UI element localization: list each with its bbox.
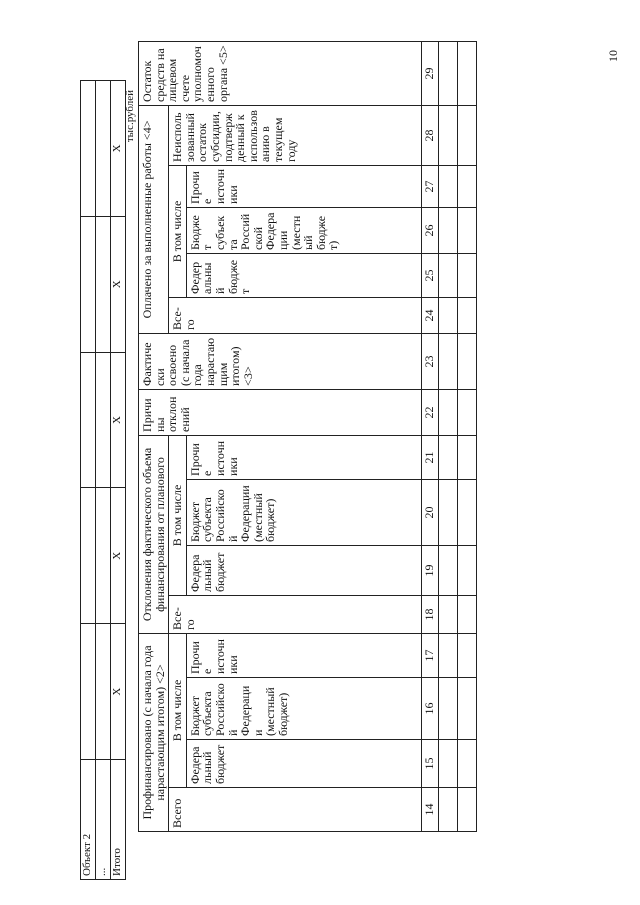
column-number: 18 bbox=[421, 595, 438, 633]
other-header: Прочие источники bbox=[186, 633, 421, 677]
header-row-1 bbox=[139, 41, 169, 831]
actually-mastered-header: Фактически освоено (с начала года нарастающим итогом) <3> bbox=[139, 333, 422, 389]
including-header: В том числе bbox=[169, 165, 187, 297]
column-number: 29 bbox=[421, 41, 438, 105]
empty-row bbox=[457, 41, 476, 831]
column-number: 28 bbox=[421, 105, 438, 165]
balance-header: Остаток средств на лицевом счете уполномоченного органа <5> bbox=[139, 41, 422, 105]
object-row bbox=[96, 81, 111, 880]
column-number: 22 bbox=[421, 389, 438, 435]
column-number: 23 bbox=[421, 333, 438, 389]
column-number: 16 bbox=[421, 678, 438, 740]
paid-header: Оплачено за выполненные работы <4> bbox=[139, 105, 169, 333]
page-number: 10 bbox=[606, 50, 620, 62]
federal-header: Федеральный бюджет bbox=[186, 740, 421, 788]
header-row-2 bbox=[169, 41, 187, 831]
column-number: 14 bbox=[421, 788, 438, 832]
regional-header: Бюджет субъекта Российской Федерации (местный бюджет) bbox=[186, 678, 421, 740]
column-number: 26 bbox=[421, 207, 438, 253]
other-header: Прочие источники bbox=[186, 165, 421, 207]
row-label: ... bbox=[96, 760, 111, 880]
column-number: 15 bbox=[421, 740, 438, 788]
unused-header: Неиспользованный остаток субсидии, подтвержденный к использованию в текущем году bbox=[169, 105, 422, 165]
row-label: Итого bbox=[111, 760, 126, 880]
empty-row bbox=[438, 41, 457, 831]
rotated-page bbox=[80, 45, 560, 880]
column-number: 17 bbox=[421, 633, 438, 677]
column-number: 21 bbox=[421, 435, 438, 479]
column-number: 27 bbox=[421, 165, 438, 207]
regional-header: Бюджет субъекта Российской Федерации (местный бюджет) bbox=[186, 207, 421, 253]
total-row: Итого Х Х Х Х Х bbox=[111, 81, 126, 880]
objects-table bbox=[80, 80, 126, 880]
federal-header: Федеральный бюджет bbox=[186, 253, 421, 297]
reasons-header: Причины отклонений bbox=[139, 389, 422, 435]
row-label: Объект 2 bbox=[81, 760, 96, 880]
column-number: 25 bbox=[421, 253, 438, 297]
total-header: Все-го bbox=[169, 595, 422, 633]
deviations-header: Отклонения фактического объема финансирования от планового bbox=[139, 435, 169, 633]
units-label: тыс.рублей bbox=[124, 90, 136, 143]
total-header: Всего bbox=[169, 788, 422, 832]
including-header: В том числе bbox=[169, 435, 187, 595]
column-number: 24 bbox=[421, 297, 438, 333]
total-header: Все-го bbox=[169, 297, 422, 333]
column-number: 20 bbox=[421, 479, 438, 545]
column-number: 19 bbox=[421, 545, 438, 595]
column-numbers-row bbox=[421, 41, 438, 831]
object-row bbox=[81, 81, 96, 880]
other-header: Прочие источники bbox=[186, 435, 421, 479]
profinanced-header: Профинансировано (с начала года нарастающим итогом) <2> bbox=[139, 633, 169, 831]
main-table bbox=[138, 41, 477, 832]
including-header: В том числе bbox=[169, 633, 187, 787]
federal-header: Федеральный бюджет bbox=[186, 545, 421, 595]
regional-header: Бюджет субъекта Российской Федерации (местный бюджет) bbox=[186, 479, 421, 545]
